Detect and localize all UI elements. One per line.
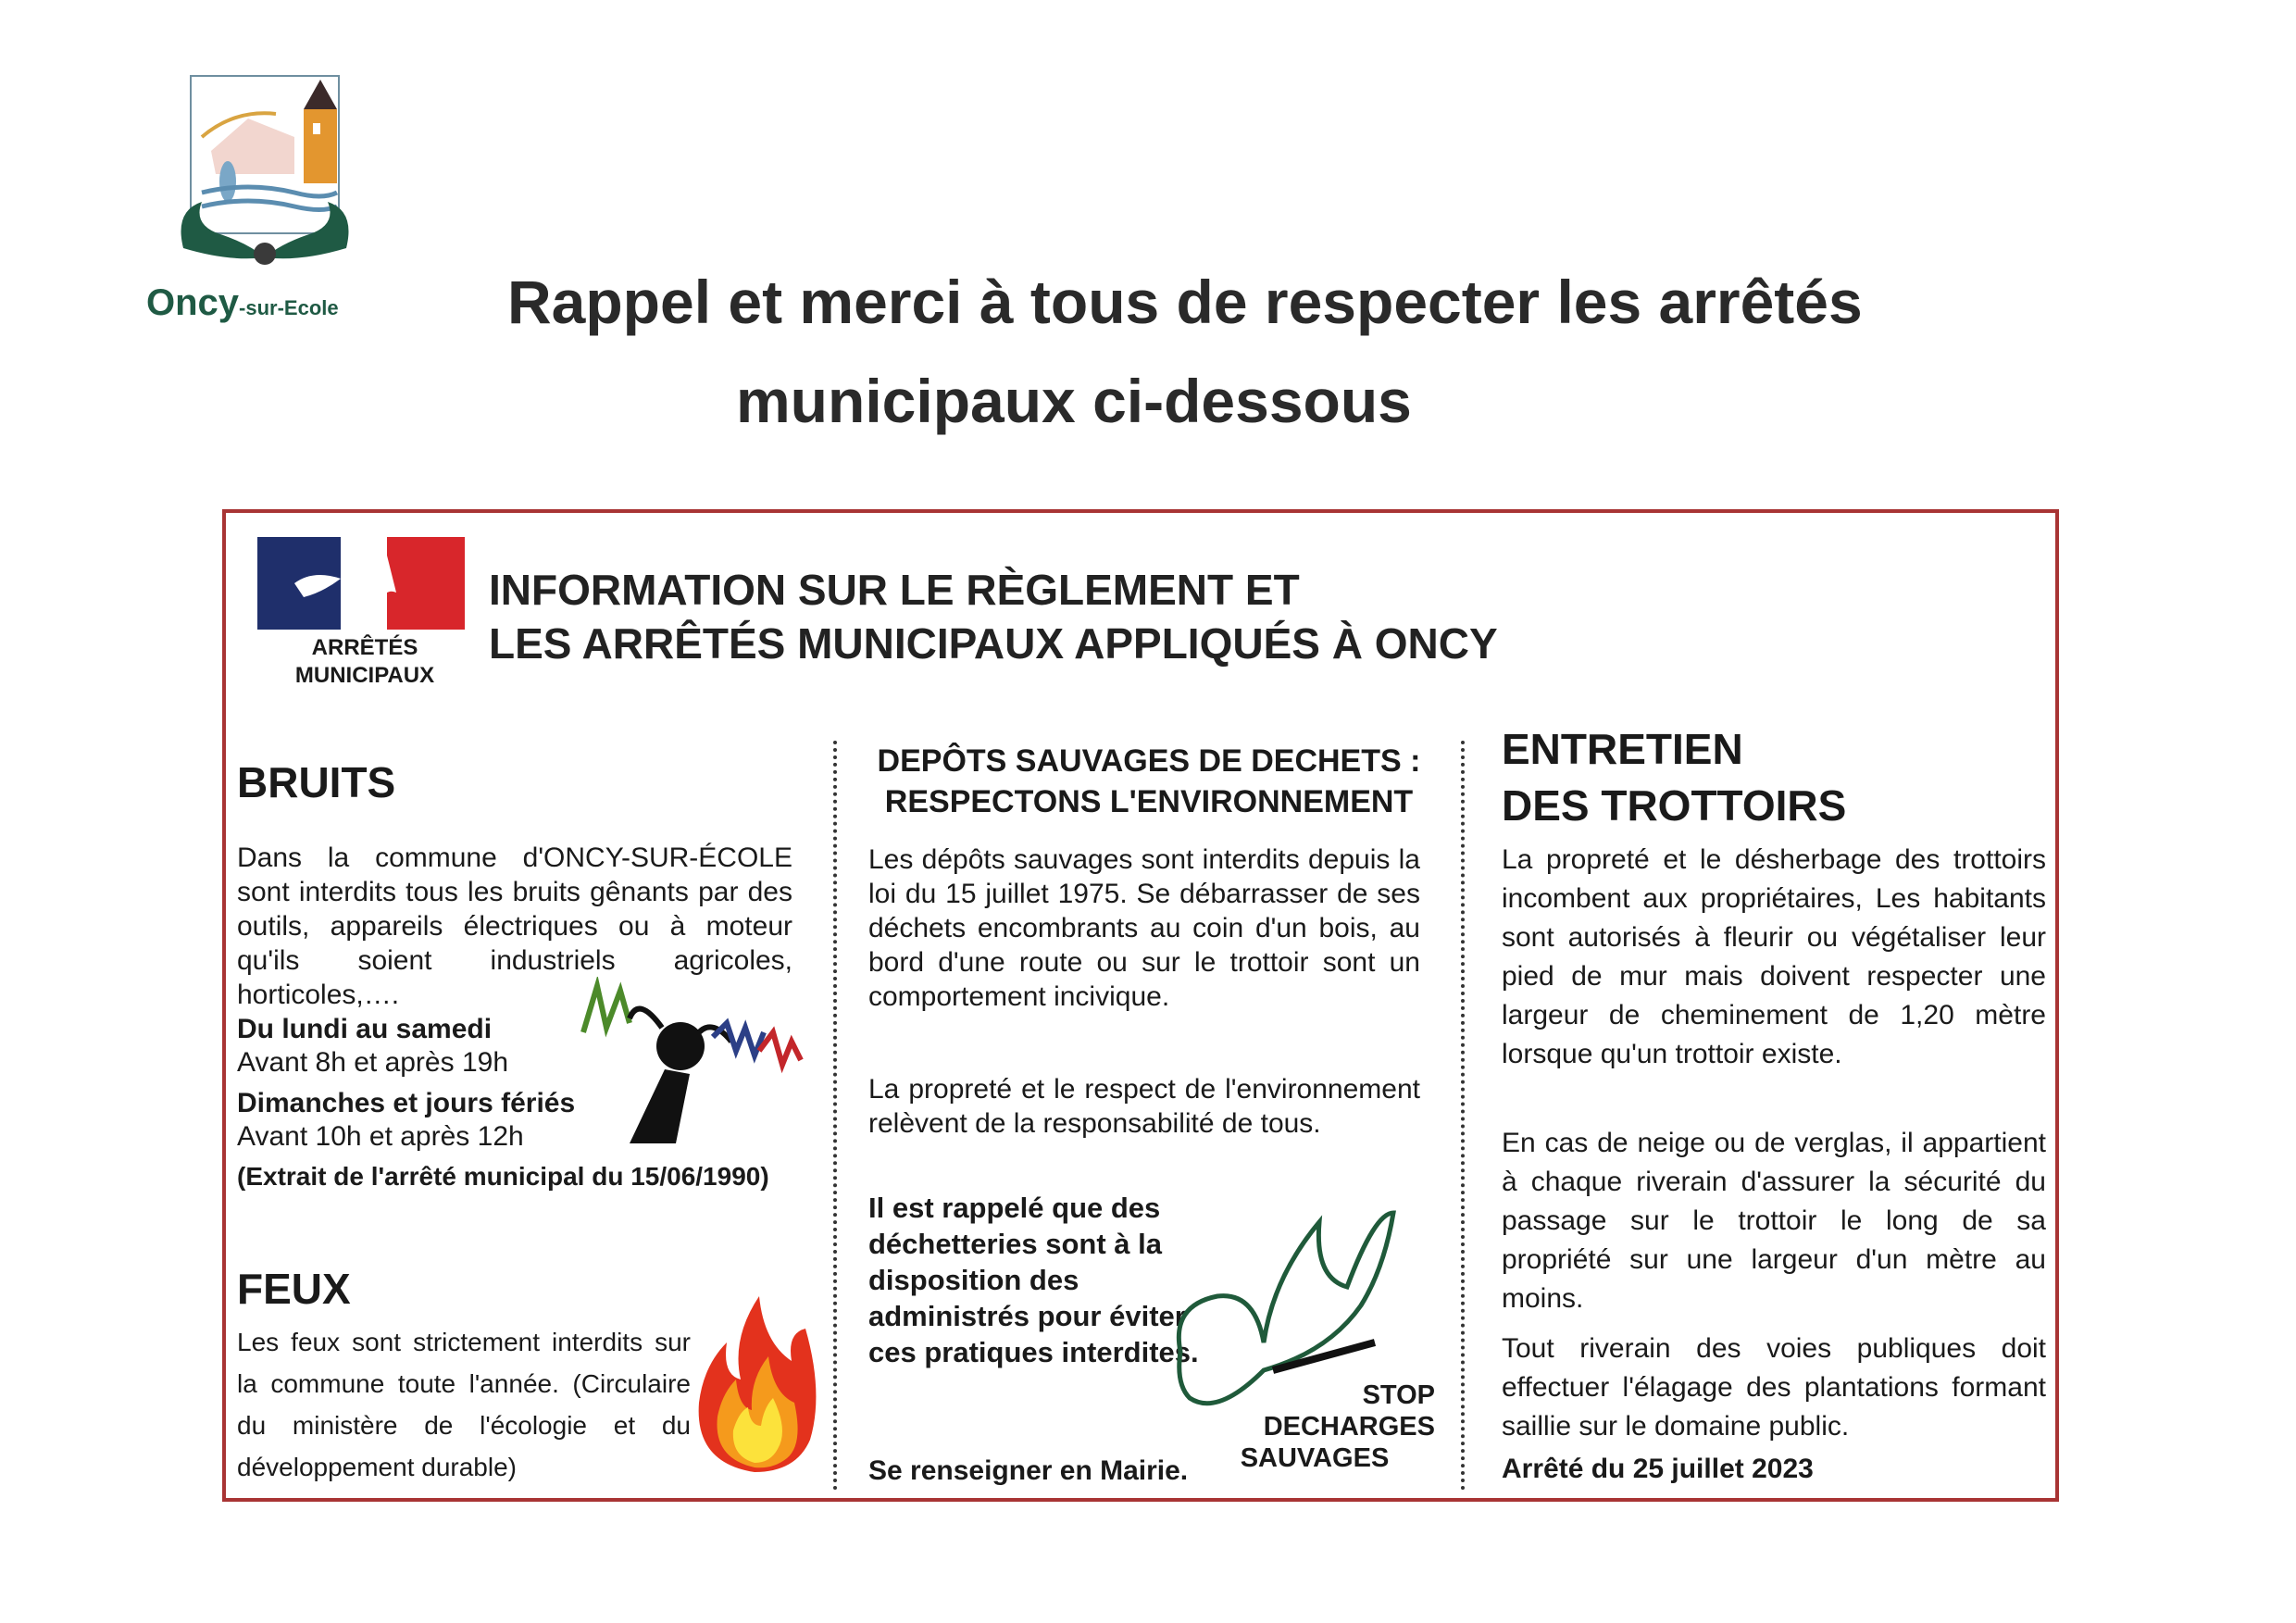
fire-icon — [685, 1292, 824, 1477]
bruits-note: (Extrait de l'arrêté municipal du 15/06/1990) — [237, 1162, 769, 1191]
stop-line1: STOP — [1362, 1380, 1435, 1410]
trottoirs-paragraph-3: Tout riverain des voies publiques doit effectuer l'élagage des plantations formant saillie sur le domaine public. — [1502, 1333, 2046, 1442]
bruits-heading: BRUITS — [237, 758, 396, 806]
trottoirs-heading-line1: ENTRETIEN — [1502, 725, 1743, 773]
logo-brand-suffix: -sur-Ecole — [239, 296, 339, 319]
notice-header-line1: INFORMATION SUR LE RÈGLEMENT ET — [489, 566, 1300, 614]
feux-text: Les feux sont strictement interdits sur la commune toute l'année. (Circulaire du ministère de l'écologie et du développement durable) — [237, 1328, 691, 1481]
badge-line2: MUNICIPAUX — [294, 663, 435, 688]
stop-line3: SAUVAGES — [1240, 1443, 1390, 1473]
logo-brand-main: Oncy — [146, 282, 240, 323]
depots-mairie: Se renseigner en Mairie. — [868, 1455, 1189, 1486]
trottoirs-heading-line2: DES TROTTOIRS — [1502, 781, 1847, 830]
depots-heading-line1: DEPÔTS SAUVAGES DE DECHETS : — [877, 743, 1421, 779]
column-separator — [833, 741, 837, 1491]
trottoirs-arrete-date: Arrêté du 25 juillet 2023 — [1502, 1454, 1814, 1484]
notice-header-line2: LES ARRÊTÉS MUNICIPAUX APPLIQUÉS À ONCY — [489, 619, 1498, 668]
stop-line2: DECHARGES — [1263, 1412, 1435, 1442]
depots-heading — [876, 741, 1422, 822]
schedule-weekday-value: Avant 8h et après 19h — [237, 1047, 508, 1078]
feux-heading: FEUX — [237, 1265, 351, 1313]
trottoirs-paragraph-1: La propreté et le désherbage des trottoirs incombent aux propriétaires, Les habitants sont autorisés à fleurir ou végétaliser leur pied de mur mais doivent respecter une largeur de cheminement de 1,20 mètre lorsque qu'un trottoir existe. — [1502, 844, 2046, 1069]
depots-reminder: Il est rappelé que des déchetteries sont à la disposition des administrés pour éviter ces pratiques interdites. — [868, 1192, 1199, 1368]
bruits-text: Dans la commune d'ONCY-SUR-ÉCOLE sont interdits tous les bruits gênants par des outils, appareils électriques ou à moteur qu'ils soient industriels agricoles, horticoles,…. — [237, 843, 792, 1010]
marianne-icon — [257, 537, 465, 630]
arretes-badge — [274, 634, 455, 690]
page-title-line1: Rappel et merci à tous de respecter les arrêtés — [507, 268, 1863, 336]
depots-paragraph-1: Les dépôts sauvages sont interdits depuis la loi du 15 juillet 1975. Se débarrasser de ses déchets encombrants au coin d'un bois, au bord d'une route ou sur le trottoir sont un comportement incivique. — [868, 844, 1420, 1012]
schedule-sunday-value: Avant 10h et après 12h — [237, 1121, 524, 1152]
column-separator — [1461, 741, 1465, 1491]
trottoirs-paragraph-2: En cas de neige ou de verglas, il appartient à chaque riverain d'assurer la sécurité du passage sur le trottoir le long de sa propriété sur une largeur d'un mètre au moins. — [1502, 1128, 2046, 1314]
depots-paragraph-2: La propreté et le respect de l'environnement relèvent de la responsabilité de tous. — [868, 1074, 1420, 1139]
noise-icon — [574, 977, 805, 1143]
depots-heading-line2: RESPECTONS L'ENVIRONNEMENT — [884, 784, 1414, 819]
stop-decharges-label — [1222, 1380, 1435, 1474]
schedule-sunday-label: Dimanches et jours fériés — [237, 1088, 576, 1118]
page-title-line2: municipaux ci-dessous — [736, 367, 1412, 435]
logo-text — [146, 282, 339, 324]
badge-line1: ARRÊTÉS — [311, 635, 418, 660]
schedule-weekday-label: Du lundi au samedi — [237, 1014, 493, 1044]
